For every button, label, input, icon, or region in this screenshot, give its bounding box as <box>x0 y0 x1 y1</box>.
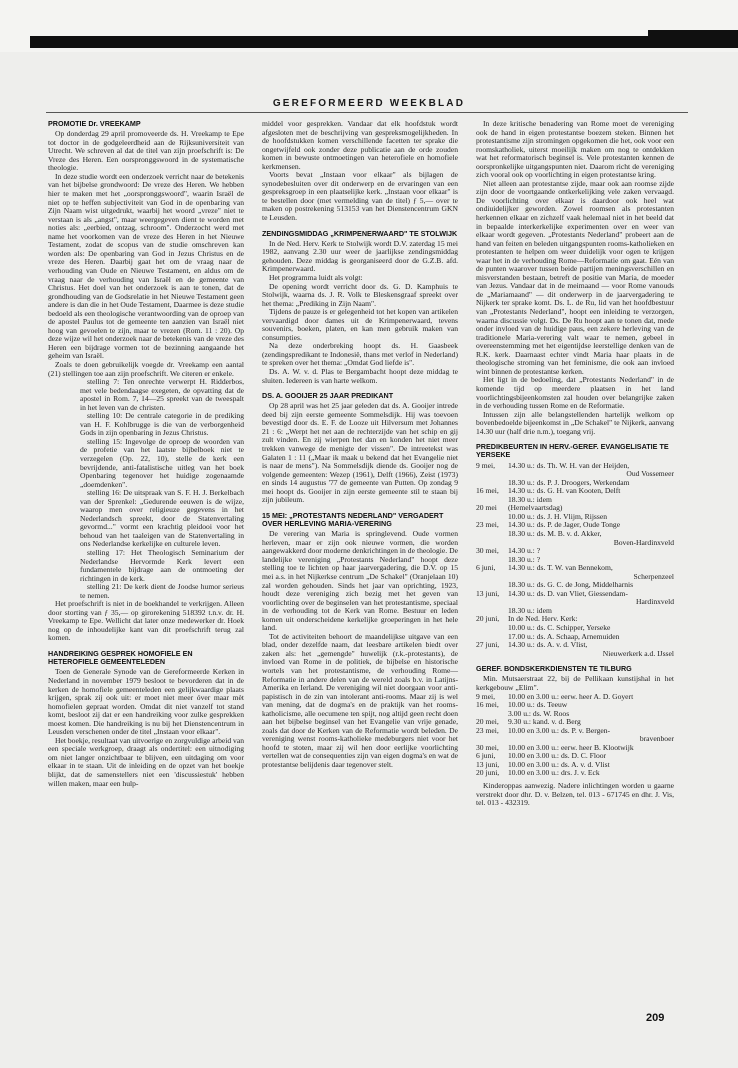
schedule-date <box>476 624 508 633</box>
schedule-date: 9 mei, <box>476 691 495 701</box>
schedule-entry: 10.00 en 3.00 u.: eerw. heer A. D. Goyert <box>508 691 634 701</box>
schedule-date: 9 mei, <box>476 460 495 470</box>
paragraph: middel voor gesprekken. Vandaar dat elk hoofdstuk wordt afgesloten met de beschrijving van gespreksmogelijkheden. In de hoofdstukken komen verschillende facetten ter sprake die ongetwijfeld ook zonder deze publicatie aan de orde zouden komen in bewuste ontmoetingen van heterofiele en homofiele kerkmensen. <box>262 119 458 171</box>
schedule-row <box>476 487 674 496</box>
paragraph: Voorts bevat „Instaan voor elkaar" als bijlagen de synodebesluiten over dit onderwerp en de ervaringen van een gespreksgroep in een plaatselijke kerk. „Instaan voor elkaar" is te bestellen door (met vermelding van de titel) ƒ 5,— over te maken op postrekening 513153 van het Dienstencentrum GKN te Leusden. <box>262 170 458 223</box>
schedule-date <box>476 573 508 582</box>
stelling-item: stelling 15: Ingevolge de oproep de woorden van de profetie van het laatste bijbelboek niet te verzegelen (Op. 22, 10), stelle de kerk een bevrijdende, anti-fatalistische uitleg van het boek Openbaring tegenover het huidige zogenaamde „doemdenken". <box>80 436 244 489</box>
heading-promotie: PROMOTIE Dr. VREEKAMP <box>48 119 141 128</box>
schedule-date: 23 mei, <box>476 725 499 735</box>
schedule-date <box>476 598 508 607</box>
header-rule <box>46 112 688 113</box>
schedule-date: 20 mei, <box>476 717 499 727</box>
paragraph: Min. Mutsaerstraat 22, bij de Pellikaan kunstijshal in het kerkgebouw „Elim". <box>476 674 674 692</box>
schedule-entry: 14.30 u.: ds. A. v. d. Vlist, <box>508 640 588 650</box>
paragraph: In deze studie wordt een onderzoek verricht naar de betekenis van het bijbelse grondwoord: De vreze des Heren. We hebben hier te maken met het „oorspronggswoord", waarin Israël de niet op te heffen subjectiviteit van God in de openbaring van Zijn Naam wist uitgedrukt, waarbij het woord „vreze" niet te verstaan is als „angst", maar weergegeven dient te worden met noties als: „eerbied, ontzag, schroom". Onderzocht werd met name het voorkomen van de vreze des Heren in het Nieuwe Testament, zodat de scopus van de studie omschreven kan worden als: De openbaring van God in Jezus Christus en de vreze des Heren. Daarbij gaat het om de vraag naar de verhouding van Oude en Nieuwe Testament, en aldus om de vraag naar de verhouding van Israël en de gemeente van Christus. Het doel van het onderzoek is aan te tonen, dat de grondhouding van de Godsrelatie in het Nieuwe Testament geen andere is dan die in het Oude Testament, Daarmee is deze studie bedoeld als een theologische verantwoording van de oproep van de apostel Paulus tot de gemeente ten aanzien van Israël niet hoog van gevoelen te zijn, maar te vrezen (Rom. 11 : 20). Op deze wijze wil het onderzoek naar de betekenis van de vreze des Heren een bijdrage vormen tot de bezinning aangaande het geheim van Israël. <box>48 171 244 361</box>
column-left <box>48 120 244 788</box>
paragraph: Op 28 april was het 25 jaar geleden dat ds. A. Gooijer intrede deed bij zijn eerste gemeente Sommelsdijk. Hij was toevoen bevestigd door ds. E. F. de Looze uit Hilversum met Johannes 21 : 6: „Werpt het net aan de rechterzijde van het schip en gij zult vinden. En zij wierpen het dan en konden het niet meer trekken vanwege de menigte der vissen". De intreetekst was Galaten 1 : 11 („Maar ik maak u bekend dat het Evangelie niet is naar de mens"). Na Sommelsdijk diende ds. Gooijer nog de volgende gemeenten: Wezep (1961), Delft (1966), Zeist (1973) en sinds 14 augustus '77 de gemeente van Putten. Op zondag 9 mei hoopt ds. Gooijer in zijn eerste gemeente stil te staan bij zijn jubileum. <box>262 401 458 505</box>
paragraph: Het boekje, resultaat van uitvoerige en zorgvuldige arbeid van een speciale werkgroep, draagt als ondertitel: een uitnodiging om niet langer onzichtbaar te blijven, een uitdaging om voor elkaar in te staan. Uit de inleiding en de opzet van het boekje blijkt, dat de samenstellers niet een 'discussiestuk' hebben willen maken, maar een hulp- <box>48 735 245 788</box>
schedule-entry: Scherpenzeel <box>633 571 674 581</box>
schedule-entry: 10.00 en 3.00 u.: drs. J. v. Eck <box>508 768 600 778</box>
paragraph: Toen de Generale Synode van de Gereformeerde Kerken in Nederland in november 1979 besloot te bevorderen dat in de kerken de homofiele gemeenteleden een gelijkwaardige plaats krijgen, sprak zij ook uit: er moet niet meer óver maar mèt homofielen gepraat worden. Omdat dit niet vanzelf tot stand komt, besloot zij dat er een handreiking voor zulke gesprekken moest komen. Die handreiking is nu bij het Dienstencentrum in Leusden verschenen onder de titel „Instaan voor elkaar". <box>48 667 244 737</box>
schedule-entry: 18.30 u.: ds. M. B. v. d. Akker, <box>508 529 602 539</box>
schedule-date: 20 mei <box>476 503 497 513</box>
schedule-date: 16 mei, <box>476 486 499 496</box>
stelling-item: stelling 7: Ten onrechte verwerpt H. Ridderbos, met vele bedendaagse exegeten, de opvatting dat de apostel in Rom. 7, 14—25 spreekt van de tweespalt in het leven van de christen. <box>80 377 244 412</box>
heading-bondskerkdiensten: GEREF. BONDSKERKDIENSTEN TE TILBURG <box>476 664 632 674</box>
paragraph: Het ligt in de bedoeling, dat „Protestants Nederland" in de komende tijd op meerdere plaatsen in het land voorlichtingsbijeenkomsten zal houden over belangrijke zaken in de verhouding tussen Rome en de Reformatie. <box>476 375 674 411</box>
schedule-row <box>476 650 674 659</box>
paragraph: Zoals te doen gebruikelijk voegde dr. Vreekamp een aantal (21) stellingen toe aan zijn proefschrift. We citeren er enkele. <box>48 359 244 378</box>
schedule-date: 30 mei, <box>476 546 499 556</box>
heading-handreiking: HANDREIKING GESPREK HOMOFIELE EN HETEROFIELE GEMEENTELEDEN <box>48 649 193 667</box>
stelling-item: stelling 10: De centrale categorie in de prediking van H. F. Kohlbrugge is die van de verborgenheid Gods in zijn openbaring in Jezus Christus. <box>80 411 244 438</box>
paragraph: Tijdens de pauze is er gelegenheid tot het kopen van artikelen vervaardigd door dames uit de Krimpenerwaard, tevens souvenirs, boeken, platen, en kan men gebruik maken van consumpties. <box>262 307 458 342</box>
paragraph: Intussen zijn alle belangstellenden hartelijk welkom op bovenbedoelde bijeenkomst in „De Schakel" te Nijkerk, aanvang 14.30 uur (half drie n.m.), toegang vrij. <box>476 409 674 436</box>
schedule-date <box>476 650 508 659</box>
schedule-date <box>476 470 508 479</box>
schedule-entry: 18.30 u.: idem <box>508 494 552 504</box>
schedule-entry: 17.00 u.: ds. A. Schaap, Arnemuiden <box>508 631 620 641</box>
heading-zendingsmiddag: ZENDINGSMIDDAG „KRIMPENERWAARD" TE STOLWIJK <box>262 228 458 238</box>
schedule-entry: Hardinxveld <box>636 597 674 607</box>
schedule-entry: Nieuwerkerk a.d. IJssel <box>602 648 674 658</box>
schedule-entry: 14.30 u.: ? <box>508 546 541 556</box>
paragraph: Na deze onderbreking hoopt ds. H. Gaasbeek (zendingspredikant te Indonesië, thans met verlof in Nederland) te spreken over het thema: „Omdat God liefde is". <box>262 341 458 368</box>
schedule-entry: 10.00 en 3.00 u.: ds. D. C. Floor <box>508 751 607 761</box>
schedule-date: 27 juni, <box>476 640 500 650</box>
scan-edge-bar <box>30 36 738 48</box>
schedule-entry: Oud Vossemeer <box>626 469 674 479</box>
schedule-row <box>476 693 674 702</box>
schedule-date: 6 juni, <box>476 563 496 573</box>
schedule-row <box>476 496 674 505</box>
schedule-date: 20 juni, <box>476 768 500 778</box>
paragraph: Het proefschrift is niet in de boekhandel te verkrijgen. Alleen door storting van ƒ 35,— op girorekening 518392 t.n.v. dr. H. Vreekamp te Epe. Wellicht dat later onze medewerker dr. Hoek nog op de inhoudelijke kant van dit proefschrift terug zal komen. <box>48 599 244 643</box>
schedule-row <box>476 539 674 548</box>
heading-protestants-nederland: 15 MEI: „PROTESTANTS NEDERLAND" VERGADERT OVER HERLEVING MARIA-VERERING <box>262 510 444 529</box>
schedule-date: 13 juni, <box>476 759 500 769</box>
schedule-entry: 10.00 en 3.00 u.: ds. A. v. d. Vlist <box>508 759 610 769</box>
paragraph: In deze kritische benadering van Rome moet de vereniging ook de hand in eigen protestantse boezem steken. Binnen het protestantisme zijn stromingen opgekomen die het, ook voor een roomskatholiek, uiterst moeilijk maken om nog te ontdekken wat het reformatorisch beginsel is. Vele protestanten kennen de oorspronkelijke uitgangspunten niet. Daarom richt de vereniging zich vooral ook op voorlichting in eigen protestantse kring. <box>476 119 674 180</box>
heading-predikbeurten: PREDIKBEURTEN IN HERV.-GEREF. EVANGELISATIE TE YERSEKE <box>476 442 669 460</box>
column-middle <box>262 120 458 770</box>
schedule-row <box>476 769 674 778</box>
schedule-entry: 18.30 u.: ds. P. J. Droogers, Werkendam <box>508 477 630 487</box>
schedule-entry: Boven-Hardinxveld <box>613 537 674 547</box>
paragraph: Kinderoppas aanwezig. Nadere inlichtingen worden u gaarne verstrekt door dhr. D. v. Belzen, tel. 013 - 671745 en dhr. J. Vis, tel. 013 - 432319. <box>476 780 674 808</box>
schedule-entry: 14.30 u.: ds. G. H. van Kooten, Delft <box>508 486 621 496</box>
schedule-row <box>476 598 674 607</box>
schedule-entry: 9.30 u.: kand. v. d. Berg <box>508 717 581 727</box>
stelling-item: stelling 16: De uitspraak van S. F. H. J. Berkelbach van der Sprenkel: „Gedurende eeuwen is de wijze, waarop men over religieuze gegevens in het Nederlandsch spreekt, door de Statenvertaling gevormd..." vormt een krachtig pleidooi voor het behoud van het taaleigen van de Statenvertaling in ons Nederlandse kerkelijke en culturele leven. <box>80 488 244 549</box>
schedule-date: 6 juni, <box>476 751 496 761</box>
schedule-date <box>476 530 508 539</box>
running-header: GEREFORMEERD WEEKBLAD <box>272 98 466 109</box>
paragraph: Niet alleen aan protestantse zijde, maar ook aan roomse zijde zijn door de voortgaande ontkerkelijking vele zaken vervaagd. De voorlichting over elkaar is daardoor ook heel wat ondiuidelijker geworden. Zowel roomsen als protestanten herkennen elkaar en zichzelf vaak helemaal niet in het beeld dat in bepaalde interkerkelijke experimenten over en weer van elkaar wordt gegeven. „Protestants Nederland" probeert aan de hand van feiten en beleden uitgangspunten rooms-katholieken en protestanten te helpen om weer duidelijk voor ogen te krijgen waar het in de verhouding Rome—Reformatie om gaat. Eén van de punten waarover tussen beide partijen meningsverschillen en misverstanden bestaan, betreft de positie van Maria, de moeder van Jezus. Vandaar dat in de meimaand — voor Rome vanouds de „Mariamaand" — dit onderwerp in de jaarvergadering te Nijkerk ter sprake komt. Ds. L. de Ru, lid van het hoofdbestuur van „Protestants Nederland", hoopt een inleiding te verzorgen, waarna discussie volgt. Ds. De Ru hoopt aan te tonen dat, mede onder invloed van de huidige paus, een zekere herleving van de traditionele Maria-verering valt waar te nemen, gebeel in overeenstemming met het eigentijdse leerstellige denken van de R.K. kerk. Daarnaast echter vindt Maria haar plaats in de theologische stroming van het feminisme, die ook aan invloed wint binnen de protestantse kerken. <box>476 178 674 376</box>
schedule-entry: 18.30 u.: ds. G. C. de Jong, Middelharnis <box>508 580 634 590</box>
paragraph: Op donderdag 29 april promoveerde ds. H. Vreekamp te Epe tot doctor in de godgeleerdheid aan de Rijksuniversiteit van Utrecht. We schreven al dat de titel van zijn proefschrift is: De Vreze des Heren. Een oorspronggswoord in de systematische theologie. <box>48 129 244 173</box>
schedule-entry: 10.00 en 3.00 u.: eerw. heer B. Klootwijk <box>508 742 634 752</box>
paragraph: Tot de activiteiten behoort de maandelijkse uitgave van een blad, onder dezelfde naam, dat leesbare artikelen biedt over zaken als: het „gemengde" huwelijk (r.k.-protestants), de invloed van Rome in de politiek, de bijbelse en historische wortels van het protestantisme, de verhouding Rome—Reformatie in andere delen van de wereld zoals b.v. in Latijns-Amerika en Ierland. De vereniging wil niet doorgaan voor anti-papistisch in de zin van intolerant anti-rooms. Maar zij is wel van mening, dat de dogma's en de praktijk van het rooms-katholicisme, alle oecumene ten spijt, nog altijd geen recht doen aan het bijbelse beginsel van het Evangelie van vrije genade, zoals dat door de Kerken van de Reformatie wordt beleden. De vereniging wenst rooms-katholieke medeburgers niet voor het hoofd te stoten, maar zij wil hen door eerlijke voorlichting vertellen wat de consequenties zijn van eigen dogma's en wat de protestantse belijdenis daar tegenover stelt. <box>262 631 458 769</box>
stelling-item: stelling 21: De kerk dient de Joodse humor serieus te nemen. <box>80 582 244 600</box>
schedule-date: 13 juni, <box>476 588 500 598</box>
stelling-item: stelling 17: Het Theologisch Seminarium der Nederlandse Hervormde Kerk levert een fundamentele bijdrage aan de ontmoeting der richtingen in de kerk. <box>80 548 244 583</box>
schedule-date: 16 mei, <box>476 700 499 710</box>
schedule-date: 30 mei, <box>476 742 499 752</box>
schedule-row <box>476 547 674 556</box>
schedule-row <box>476 701 674 710</box>
schedule-entry: 14.30 u.: ds. D. van Vliet, Giessendam- <box>508 588 628 598</box>
heading-gooijer: DS. A. GOOIJER 25 JAAR PREDIKANT <box>262 391 394 401</box>
schedule-entry: 10.00 u.: ds. Teeuw <box>508 700 568 710</box>
schedule-entry: 18.30 u.: ? <box>508 554 541 564</box>
schedule-entry: 14.30 u.: ds. P. de Jager, Oude Tonge <box>508 520 621 530</box>
paragraph: Ds. A. W. v. d. Plas te Bergambacht hoopt deze middag te sluiten. Iedereen is van harte welkom. <box>262 366 458 385</box>
schedule-entry: 18.30 u.: idem <box>508 605 552 615</box>
schedule-date: 23 mei, <box>476 520 499 530</box>
schedule-entry: (Hemelvaartsdag) <box>508 503 563 513</box>
paragraph: De opening wordt verricht door ds. G. D. Kamphuis te Stolwijk, waarna ds. J. R. Volk te Bleskensgraaf spreekt over het thema: „Prediking in Zijn Naam". <box>262 281 458 308</box>
schedule-entry: 10.00 u.: ds. C. Schipper, Yerseke <box>508 623 611 633</box>
schedule-date: 20 juni, <box>476 614 500 624</box>
paragraph: Het programma luidt als volgt: <box>269 272 363 282</box>
paragraph: De verering van Maria is springlevend. Oude vormen herleven, maar er zijn ook nieuwe vormen, die worden aangewakkerd door moderne denkrichtingen in de theologie. De landelijke vereniging „Protestants Nederland" hoopt deze stelling toe te lichten op haar jaarvergadering, die D.V. op 15 mei a.s. in het Nijkerkse centrum „De Schakel" (Oranjelaan 10) zal worden gehouden. Sinds het jaar van oprichting, 1923, houdt deze vereniging zich bezig met het geven van voorlichting over de beginselen van het protestantisme, speciaal in de verhouding tot de Kerk van Rome. Bestuur en leden komen uit onderscheidene kerkelijke groeperingen in het hele land. <box>262 529 458 633</box>
schedule-yerseke <box>476 462 674 659</box>
schedule-entry: 3.00 u.: ds. W. Roos <box>508 708 570 718</box>
column-right <box>476 120 674 808</box>
page-number: 209 <box>646 1012 665 1024</box>
schedule-entry: 14.30 u.: ds. Th. W. H. van der Heijden, <box>508 460 630 470</box>
schedule-entry: 14.30 u.: ds. T. W. van Bennekom, <box>508 563 613 573</box>
paragraph: In de Ned. Herv. Kerk te Stolwijk wordt D.V. zaterdag 15 mei 1982, aanvang 2.30 uur weer de jaarlijkse zendingsmiddag gehouden. Deze middag is georganiseerd door de G.Z.B. afd. Krimpenerwaard. <box>262 238 458 274</box>
schedule-entry: 10.00 en 3.00 u.: ds. P. v. Bergen- <box>508 725 611 735</box>
schedule-tilburg <box>476 693 674 778</box>
schedule-entry: In de Ned. Herv. Kerk: <box>508 614 578 624</box>
schedule-entry: bravenboer <box>639 734 674 744</box>
schedule-entry: 10.00 u.: ds. J. H. Vlijm, Rijssen <box>508 511 608 521</box>
